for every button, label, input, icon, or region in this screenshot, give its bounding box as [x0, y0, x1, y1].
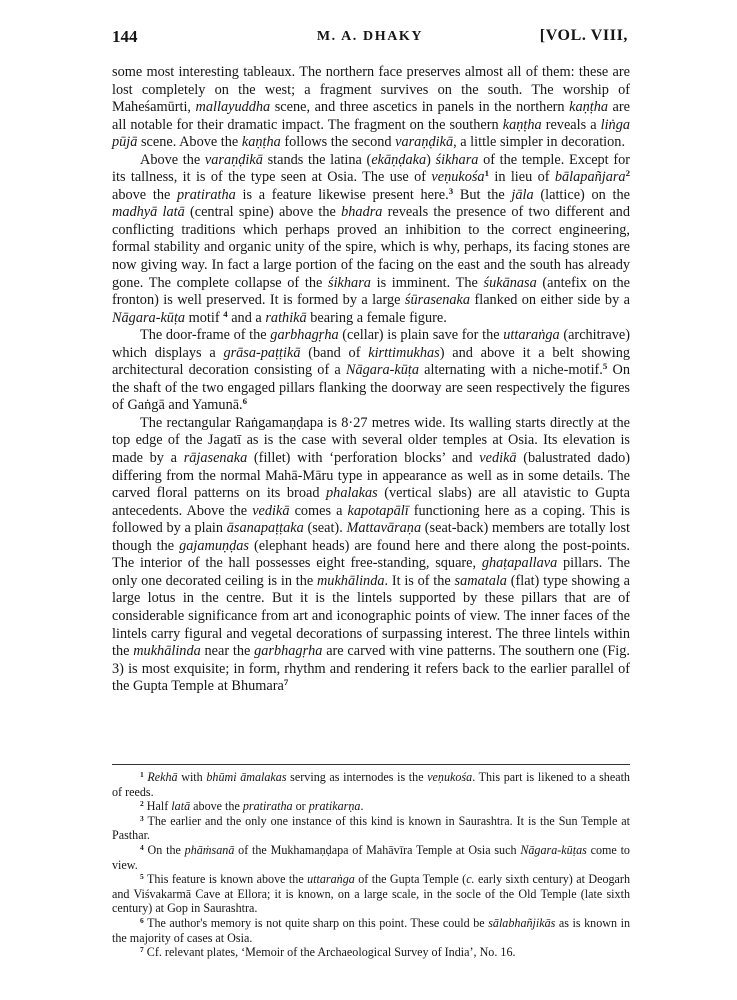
footnote-marker: 2 [140, 799, 144, 809]
paragraph-2 [112, 152, 630, 327]
italic-term: śukānasa [483, 274, 537, 291]
text-run: , a little simpler in decoration. [453, 134, 626, 151]
footnote-ref: 7 [283, 677, 289, 688]
text-run: (flat) type showing a large lotus in the centre. But it is the lintels supported by these pillars that are of considerable significance from art and iconographic points of view. The inner faces of the lintels carry figural and vegetal decorations of surpassing interest. The three lintels within the [112, 572, 630, 660]
text-run: (seat). [303, 520, 347, 537]
text-run: are carved with vine patterns. The southern one (Fig. 3) is most exquisite; in form, rhythm and rendering it refers back to the earlier parallel of the Gupta Temple at Bhumara [112, 643, 630, 695]
italic-term: mukhālinda [133, 643, 201, 660]
footnote-2 [112, 799, 630, 814]
italic-term: vedikā [252, 502, 290, 519]
text-run: The door-frame of the [140, 327, 271, 344]
italic-term: mallayuddha [195, 99, 271, 116]
text-run: are all notable for their dramatic impact. The fragment on the southern [112, 99, 631, 133]
paragraph-1 [112, 64, 630, 152]
footnotes [112, 770, 630, 960]
text-run: (band of [300, 344, 369, 361]
text-run: is a feature likewise present here. [235, 186, 449, 203]
text-run: near the [200, 643, 255, 660]
footnote-marker: 4 [140, 842, 144, 852]
text-run: is imminent. The [370, 274, 484, 291]
text-run: functioning here as a coping. This is followed by a plain [112, 502, 630, 537]
italic-term: veṇukośa [427, 770, 473, 784]
text-run: above the [190, 799, 243, 814]
italic-term: varaṇḍikā [395, 134, 454, 151]
italic-term: garbhagṛha [270, 327, 339, 344]
text-run: as is known in the majority of cases at Osia. [112, 915, 630, 945]
paragraph-3 [112, 327, 630, 415]
footnote-3 [112, 814, 630, 843]
text-run: reveals the presence of two different and conflicting traditions which perhaps proved an inhibition to the correct engineering, formal stability and organic unity of the spire, which is why, perhaps, its facing stones are now giving way. In fact a large portion of the facing on the east and the south has already gone. The complete collapse of the [112, 204, 630, 291]
text-run: stands the latina ( [262, 151, 372, 168]
italic-term: mukhālinda [316, 572, 385, 589]
text-run: serving as internodes is the [286, 770, 428, 784]
text-run: motif [185, 309, 224, 326]
text-run: The author's memory is not quite sharp on this point. These could be [143, 915, 489, 930]
footnote-ref: 2 [625, 168, 631, 179]
italic-term: śikhara [435, 151, 479, 168]
text-run: alternating with a niche-motif. [419, 362, 603, 379]
footnote-marker: 1 [140, 769, 144, 779]
italic-term: uttaraṅga [503, 327, 560, 344]
text-run: in lieu of [489, 169, 555, 186]
italic-term: bhadra [341, 204, 383, 221]
text-run: But the [453, 186, 512, 203]
text-run: of the Gupta Temple ( [354, 872, 467, 887]
italic-term: latā [171, 799, 191, 814]
footnote-marker: 6 [140, 915, 144, 925]
italic-term: Nāgara-kūṭa [345, 362, 419, 379]
text-run: (vertical slabs) are all atavistic to Gupta antecedents. Above the [112, 485, 630, 519]
italic-term: c. [466, 872, 475, 887]
italic-term: Rekhā [147, 770, 178, 784]
italic-term: liṅga pūjā [112, 116, 630, 151]
text-run: On the [143, 842, 185, 857]
italic-term: ghaṭapallava [481, 555, 558, 572]
footnote-1 [112, 770, 630, 799]
text-run: Above the [140, 151, 205, 168]
text-run: (elephant heads) are found here and there along the post-points. The interior of the hall possesses eight free-standing, square, [112, 537, 630, 572]
text-run: (architrave) which displays a [112, 327, 630, 361]
footnote-7 [112, 945, 630, 960]
italic-term: varaṇḍikā [204, 151, 263, 168]
text-run: (antefix on the fronton) is well preserved. It is formed by a large [112, 274, 630, 309]
italic-term: āsanapaṭṭaka [226, 520, 304, 537]
italic-term: kaṇṭha [569, 99, 609, 116]
italic-term: bhūmi āmalakas [206, 770, 287, 784]
text-run: scene. Above the [137, 134, 242, 151]
footnote-5 [112, 872, 630, 916]
footnote-marker: 5 [140, 872, 144, 882]
text-run: (seat-back) members are totally lost though the [112, 520, 630, 554]
italic-term: rājasenaka [183, 450, 248, 467]
text-run: Half [143, 799, 172, 814]
text-run: with [177, 770, 207, 784]
italic-term: madhyā latā [112, 204, 185, 221]
text-run: of the Mukhamaṇḍapa of Mahāvīra Temple at Osia such [234, 842, 521, 857]
text-run: follows the second [280, 134, 396, 151]
running-header [112, 27, 628, 51]
text-run: This feature is known above the [143, 872, 308, 887]
text-run: (fillet) with ‘perforation blocks’ and [247, 450, 480, 467]
italic-term: uttaraṅga [307, 872, 355, 887]
footnote-marker: 3 [140, 813, 144, 823]
footnote-marker: 7 [140, 945, 144, 954]
footnote-ref: 4 [223, 308, 228, 319]
italic-term: pratiratha [242, 799, 293, 814]
italic-term: Nāgara-kūṭas [520, 842, 587, 857]
text-run: Cf. relevant plates, ‘Memoir of the Archaeological Survey of India’, No. 16. [143, 945, 516, 960]
text-run: flanked on either side by a [470, 292, 630, 309]
text-run: (central spine) above the [184, 204, 342, 221]
italic-term: kaṇṭha [241, 134, 281, 151]
footnote-6 [112, 916, 630, 945]
italic-term: kaṇṭha [502, 116, 542, 133]
footnote-ref: 3 [448, 185, 454, 196]
text-run: The rectangular Raṅgamaṇḍapa is 8·27 metres wide. Its walling starts directly at the top edge of the Jagatī as is the case with several older temples at Osia. Its elevation is made by a [112, 414, 630, 467]
page-number: 144 [112, 27, 138, 46]
italic-term: sālabhañjikās [488, 915, 556, 930]
running-head-volume: [VOL. VIII, [539, 27, 628, 44]
italic-term: Nāgara-kūṭa [112, 309, 186, 326]
italic-term: phāṁsanā [184, 842, 235, 857]
italic-term: pratiratha [177, 186, 236, 203]
italic-term: kirttimukhas [368, 344, 440, 361]
text-run: . [360, 799, 364, 814]
footnote-ref: 1 [484, 168, 490, 179]
body-text [112, 64, 630, 696]
text-run: comes a [289, 502, 348, 519]
paragraph-4 [112, 415, 630, 696]
text-run: or [292, 799, 309, 814]
text-run: and a [227, 309, 266, 326]
text-run: of the temple. Except for its tallness, it is of the type seen at Osia. The use of [112, 151, 630, 186]
text-run: come to view. [112, 842, 630, 872]
text-run: (cellar) is plain save for the [338, 327, 504, 344]
footnote-divider [112, 764, 630, 765]
italic-term: gajamuṇḍas [179, 537, 249, 554]
text-run: . It is of the [384, 572, 455, 589]
text-run: reveals a [541, 116, 601, 133]
text-run: ) [426, 151, 436, 168]
text-run: pillars. The only one decorated ceiling is in the [112, 555, 630, 589]
italic-term: pratikarṇa [308, 799, 361, 814]
text-run: . This part is likened to a sheath of reeds. [112, 770, 630, 799]
italic-term: śūrasenaka [404, 292, 471, 309]
footnote-4 [112, 843, 630, 872]
text-run: some most interesting tableaux. The northern face preserves almost all of them: these are lost completely on the west; a fragment survives on the south. The worship of Maheśamūrti, [112, 64, 630, 116]
text-run: (lattice) on the [533, 186, 630, 203]
italic-term: kapotapālī [347, 502, 409, 519]
text-run: early sixth century) at Deogarh and Viśvakarmā Cave at Ellora; it is known, on a large scale, in the socle of the Old Temple (late sixth century) at Gop in Saurashtra. [112, 872, 630, 916]
text-run: bearing a female figure. [306, 309, 447, 326]
italic-term: garbhagṛha [254, 643, 323, 660]
italic-term: jāla [511, 186, 534, 203]
italic-term: śikhara [328, 274, 371, 291]
italic-term: Mattavāraṇa [346, 520, 422, 537]
italic-term: veṇukośa [431, 169, 485, 186]
text-run: On the shaft of the two engaged pillars flanking the doorway are seen respectively the figures of Gaṅgā and Yamunā. [112, 362, 630, 414]
footnote-ref: 5 [602, 361, 608, 372]
text-run: ) and above it a belt showing architectural decoration consisting of a [112, 344, 631, 379]
italic-term: ekāṇḍaka [371, 151, 427, 168]
text-run: (balustrated dado) differing from the normal Mahā-Māru type in appearance as well as in some details. The carved floral patterns on its broad [112, 450, 630, 502]
text-run: above the [112, 186, 178, 203]
italic-term: rathikā [265, 309, 307, 326]
text-run: The earlier and the only one instance of this kind is known in Saurashtra. It is the Sun Temple at Pasthar. [112, 813, 630, 843]
italic-term: bālapañjara [554, 169, 626, 186]
italic-term: samatala [454, 572, 507, 589]
italic-term: vedikā [479, 450, 517, 467]
italic-term: phalakas [326, 485, 378, 502]
italic-term: grāsa-paṭṭikā [223, 344, 301, 361]
running-head-author: M. A. DHAKY [316, 29, 424, 44]
text-run: scene, and three ascetics in panels in the northern [270, 99, 570, 116]
footnote-ref: 6 [242, 396, 248, 407]
